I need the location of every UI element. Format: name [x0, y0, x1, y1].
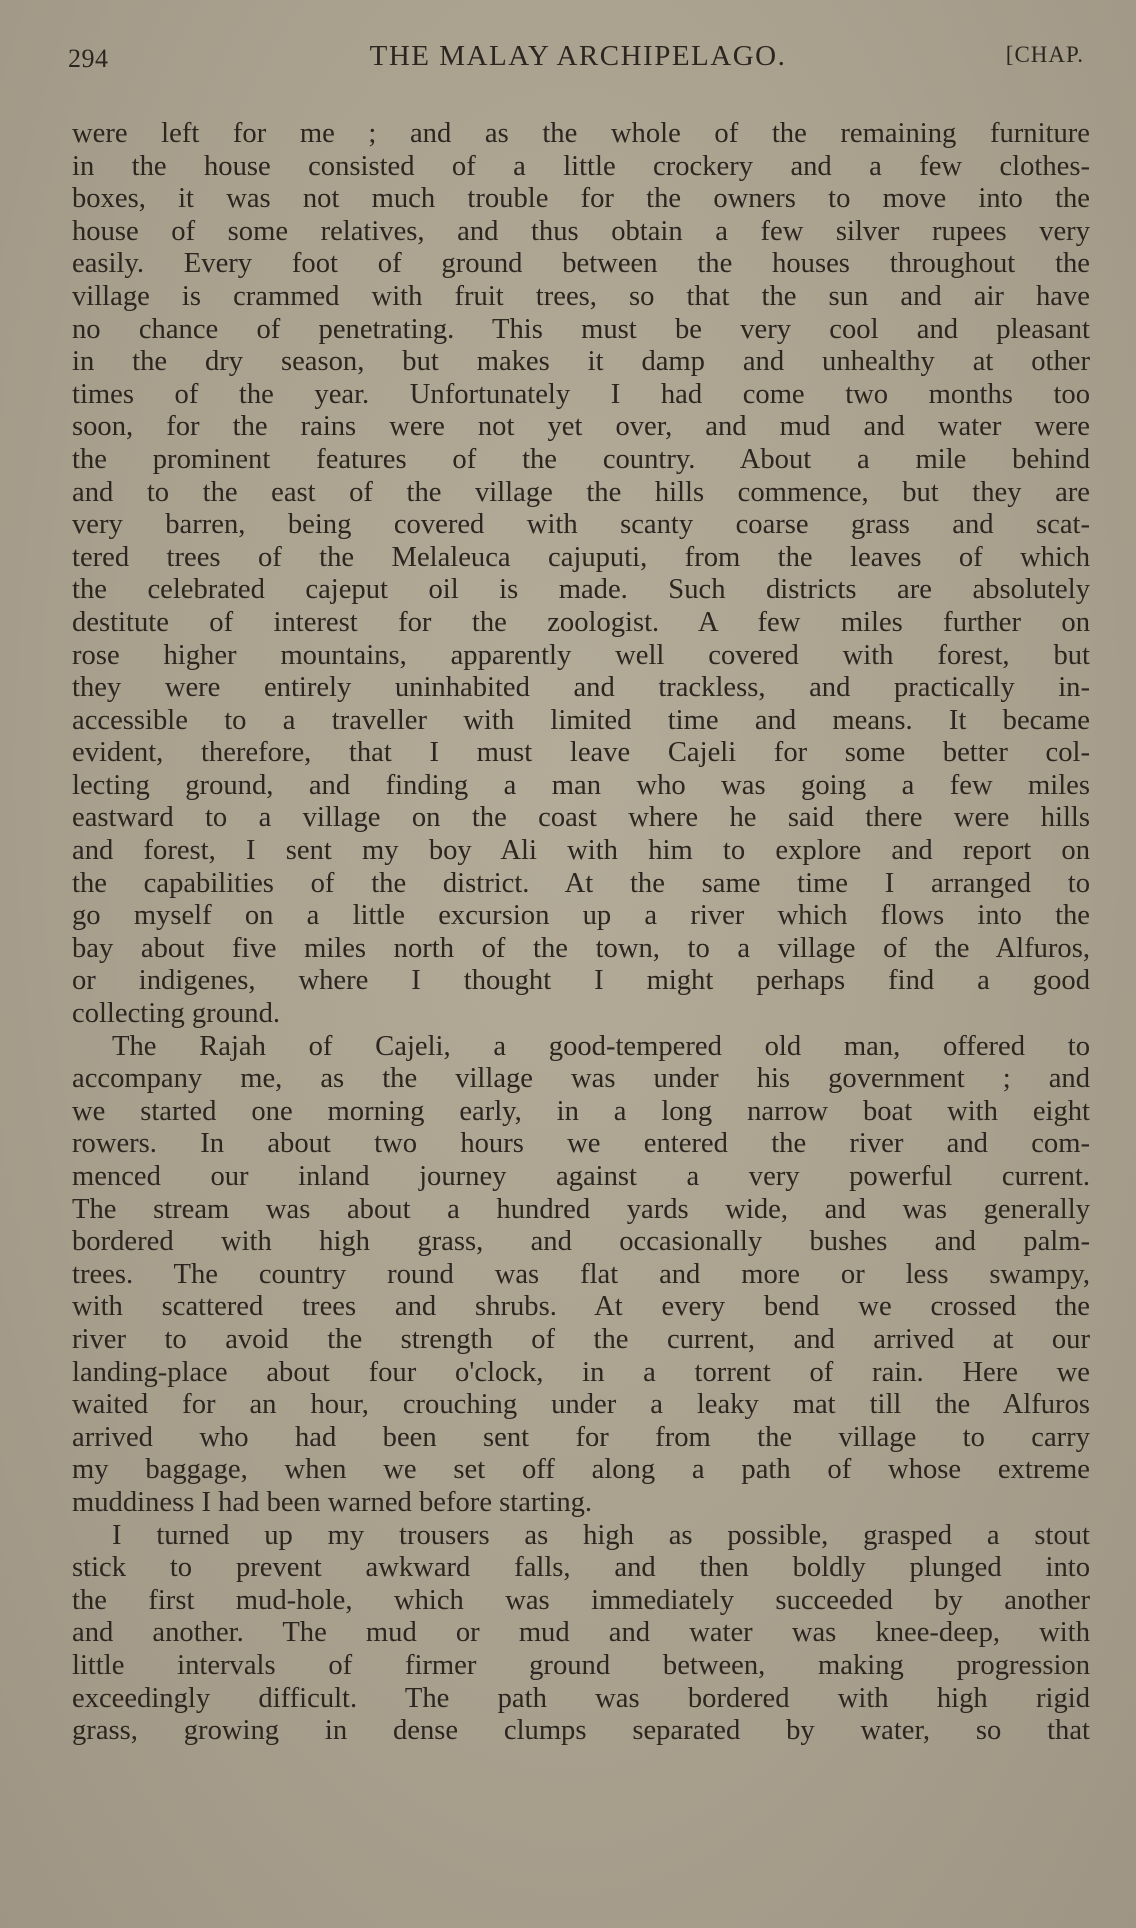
text-line: landing-place about four o'clock, in a torrent of rain. Here we [72, 1356, 1090, 1388]
text-line: rowers. In about two hours we entered the river and com- [72, 1128, 1090, 1160]
text-line: we started one morning early, in a long narrow boat with eight [72, 1095, 1090, 1127]
text-line: bordered with high grass, and occasionally bushes and palm- [72, 1226, 1090, 1258]
text-line: accessible to a traveller with limited time and means. It became [72, 704, 1090, 736]
text-line: they were entirely uninhabited and trackless, and practically in- [72, 672, 1090, 704]
text-line: lecting ground, and finding a man who was going a few miles [72, 769, 1090, 801]
paragraph-end-line: muddiness I had been warned before starting. [72, 1486, 593, 1518]
text-line: exceedingly difficult. The path was bordered with high rigid [72, 1682, 1090, 1714]
text-line: or indigenes, where I thought I might perhaps find a good [72, 965, 1090, 997]
text-line: and another. The mud or mud and water was knee-deep, with [72, 1617, 1090, 1649]
text-line: were left for me ; and as the whole of the remaining furniture [72, 118, 1090, 149]
chapter-marker: [CHAP. [1005, 42, 1084, 67]
text-line: grass, growing in dense clumps separated by water, so that [72, 1715, 1090, 1747]
text-line: times of the year. Unfortunately I had come two months too [72, 378, 1090, 410]
text-line: the celebrated cajeput oil is made. Such districts are absolutely [72, 574, 1090, 606]
text-line: easily. Every foot of ground between the houses throughout the [72, 248, 1090, 280]
text-line: trees. The country round was flat and more or less swampy, [72, 1258, 1090, 1290]
text-line: stick to prevent awkward falls, and then boldly plunged into [72, 1552, 1090, 1584]
text-line: little intervals of firmer ground between, making progression [72, 1649, 1090, 1681]
text-line: accompany me, as the village was under his government ; and [72, 1063, 1090, 1095]
page-number: 294 [68, 44, 109, 73]
paragraph-end-line: collecting ground. [72, 998, 281, 1030]
text-line: The stream was about a hundred yards wide, and was generally [72, 1193, 1090, 1225]
text-line: rose higher mountains, apparently well covered with forest, but [72, 639, 1090, 671]
text-line: and forest, I sent my boy Ali with him to explore and report on [72, 835, 1090, 867]
text-line: eastward to a village on the coast where he said there were hills [72, 802, 1090, 834]
text-line: the capabilities of the district. At the same time I arranged to [72, 867, 1090, 899]
text-line: destitute of interest for the zoologist. A few miles further on [72, 606, 1090, 638]
text-line: in the house consisted of a little crockery and a few clothes- [72, 150, 1090, 182]
text-line: bay about five miles north of the town, to a village of the Alfuros, [72, 932, 1090, 964]
text-line: soon, for the rains were not yet over, and mud and water were [72, 411, 1090, 443]
text-line: river to avoid the strength of the current, and arrived at our [72, 1323, 1090, 1355]
text-line: menced our inland journey against a very powerful current. [72, 1161, 1090, 1192]
text-line: waited for an hour, crouching under a leaky mat till the Alfuros [72, 1389, 1090, 1421]
text-line: evident, therefore, that I must leave Cajeli for some better col- [72, 737, 1090, 769]
text-line: house of some relatives, and thus obtain a few silver rupees very [72, 215, 1090, 247]
text-line: and to the east of the village the hills commence, but they are [72, 476, 1090, 508]
text-line: very barren, being covered with scanty coarse grass and scat- [72, 509, 1090, 541]
text-line: in the dry season, but makes it damp and unhealthy at other [72, 346, 1090, 378]
text-line: my baggage, when we set off along a path of whose extreme [72, 1454, 1090, 1486]
text-line: boxes, it was not much trouble for the owners to move into the [72, 183, 1090, 215]
body-text [72, 118, 1090, 1748]
paragraph-start-line: I turned up my trousers as high as possible, grasped a stout [112, 1519, 1090, 1551]
book-title: THE MALAY ARCHIPELAGO. [369, 40, 787, 72]
text-line: tered trees of the Melaleuca cajuputi, from the leaves of which [72, 541, 1090, 573]
text-line: the first mud-hole, which was immediately succeeded by another [72, 1584, 1090, 1616]
paragraph-start-line: The Rajah of Cajeli, a good-tempered old man, offered to [112, 1030, 1090, 1062]
text-line: with scattered trees and shrubs. At every bend we crossed the [72, 1291, 1090, 1323]
text-line: the prominent features of the country. About a mile behind [72, 443, 1090, 475]
text-line: arrived who had been sent for from the village to carry [72, 1421, 1090, 1453]
text-line: go myself on a little excursion up a river which flows into the [72, 900, 1090, 932]
running-head [68, 38, 1088, 78]
text-line: village is crammed with fruit trees, so that the sun and air have [72, 280, 1090, 312]
text-line: no chance of penetrating. This must be very cool and pleasant [72, 313, 1090, 345]
